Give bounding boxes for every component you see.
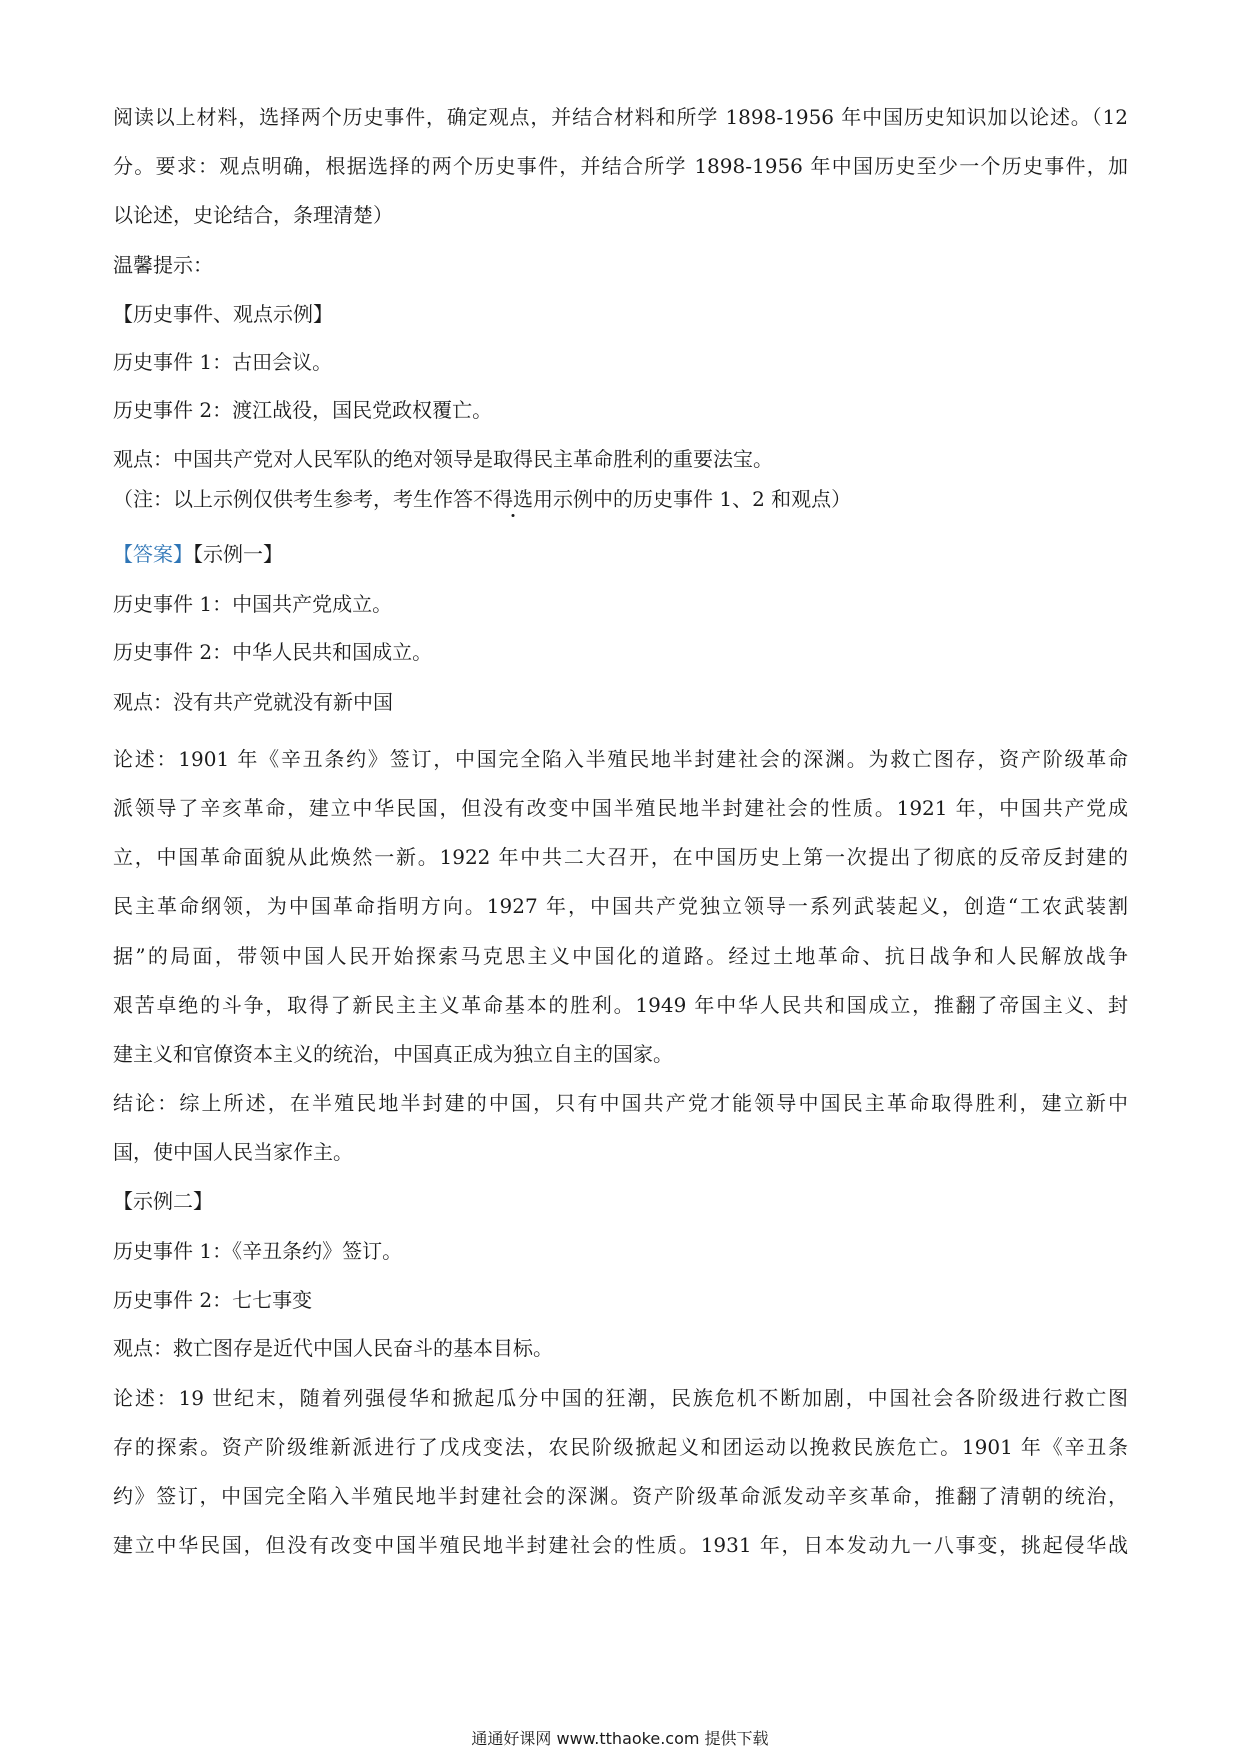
tip-viewpoint: 观点：中国共产党对人民军队的绝对领导是取得民主革命胜利的重要法宝。	[113, 447, 773, 471]
tip-note-after: 示例中的历史事件 1、2 和观点）	[553, 487, 852, 511]
page-footer: 通通好课网 www.tthaoke.com 提供下载	[471, 1729, 769, 1748]
tip-note-before: （注：以上示例仅供考生参考，考生作答	[113, 487, 473, 511]
ex1-argument-line: 据”的局面，带领中国人民开始探索马克思主义中国化的道路。经过土地革命、抗日战争和人民解放战争	[113, 944, 1128, 968]
ex2-argument-line: 建立中华民国，但没有改变中国半殖民地半封建社会的性质。1931 年，日本发动九一八事变，挑起侵华战	[113, 1533, 1128, 1557]
ex1-conclusion-line: 国，使中国人民当家作主。	[113, 1140, 353, 1164]
ex1-argument-line: 建主义和官僚资本主义的统治，中国真正成为独立自主的国家。	[113, 1042, 673, 1066]
ex2-argument-line: 存的探索。资产阶级维新派进行了戊戌变法，农民阶级掀起义和团运动以挽救民族危亡。1901 年《辛丑条	[113, 1435, 1128, 1459]
answer-tag: 【答案】	[113, 542, 193, 566]
tip-event-1: 历史事件 1：古田会议。	[113, 350, 333, 374]
ex1-argument-line: 立，中国革命面貌从此焕然一新。1922 年中共二大召开，在中国历史上第一次提出了彻底的反帝反封建的	[113, 845, 1128, 869]
ex1-argument-line: 论述：1901 年《辛丑条约》签订，中国完全陷入半殖民地半封建社会的深渊。为救亡图存，资产阶级革命	[113, 747, 1128, 771]
ex1-conclusion-line: 结论：综上所述，在半殖民地半封建的中国，只有中国共产党才能领导中国民主革命取得胜利，建立新中	[113, 1091, 1128, 1115]
ex1-event-2: 历史事件 2：中华人民共和国成立。	[113, 640, 433, 664]
ex2-event-2: 历史事件 2：七七事变	[113, 1288, 313, 1312]
example-2-label: 【示例二】	[113, 1189, 213, 1213]
tip-title: 温馨提示：	[113, 253, 213, 277]
ex2-event-1: 历史事件 1：《辛丑条约》签订。	[113, 1239, 403, 1263]
answer-heading	[113, 540, 1128, 568]
example-1-label: 【示例一】	[193, 542, 283, 566]
ex2-viewpoint: 观点：救亡图存是近代中国人民奋斗的基本目标。	[113, 1336, 553, 1360]
tip-note	[113, 485, 1128, 513]
prompt-line: 分。要求：观点明确，根据选择的两个历史事件，并结合所学 1898-1956 年中国历史至少一个历史事件，加	[113, 154, 1128, 178]
ex1-argument-line: 艰苦卓绝的斗争，取得了新民主主义革命基本的胜利。1949 年中华人民共和国成立，推翻了帝国主义、封	[113, 993, 1128, 1017]
ex1-viewpoint: 观点：没有共产党就没有新中国	[113, 690, 393, 714]
ex1-argument-line: 民主革命纲领，为中国革命指明方向。1927 年，中国共产党独立领导一系列武装起义，创造“工农武装割	[113, 894, 1128, 918]
ex2-argument-line: 论述：19 世纪末，随着列强侵华和掀起瓜分中国的狂潮，民族危机不断加剧，中国社会各阶级进行救亡图	[113, 1386, 1128, 1410]
ex2-argument-line: 约》签订，中国完全陷入半殖民地半封建社会的深渊。资产阶级革命派发动辛亥革命，推翻了清朝的统治，	[113, 1484, 1128, 1508]
prompt-line: 以论述，史论结合，条理清楚）	[113, 203, 393, 227]
ex1-argument-line: 派领导了辛亥革命，建立中华民国，但没有改变中国半殖民地半封建社会的性质。1921 年，中国共产党成	[113, 796, 1128, 820]
prompt-line: 阅读以上材料，选择两个历史事件，确定观点，并结合材料和所学 1898-1956 年中国历史知识加以论述。（12	[113, 105, 1128, 129]
tip-note-emphasis: 不得选用	[473, 487, 553, 511]
tip-event-2: 历史事件 2：渡江战役，国民党政权覆亡。	[113, 398, 493, 422]
tip-example-heading: 【历史事件、观点示例】	[113, 302, 333, 326]
ex1-event-1: 历史事件 1：中国共产党成立。	[113, 592, 393, 616]
